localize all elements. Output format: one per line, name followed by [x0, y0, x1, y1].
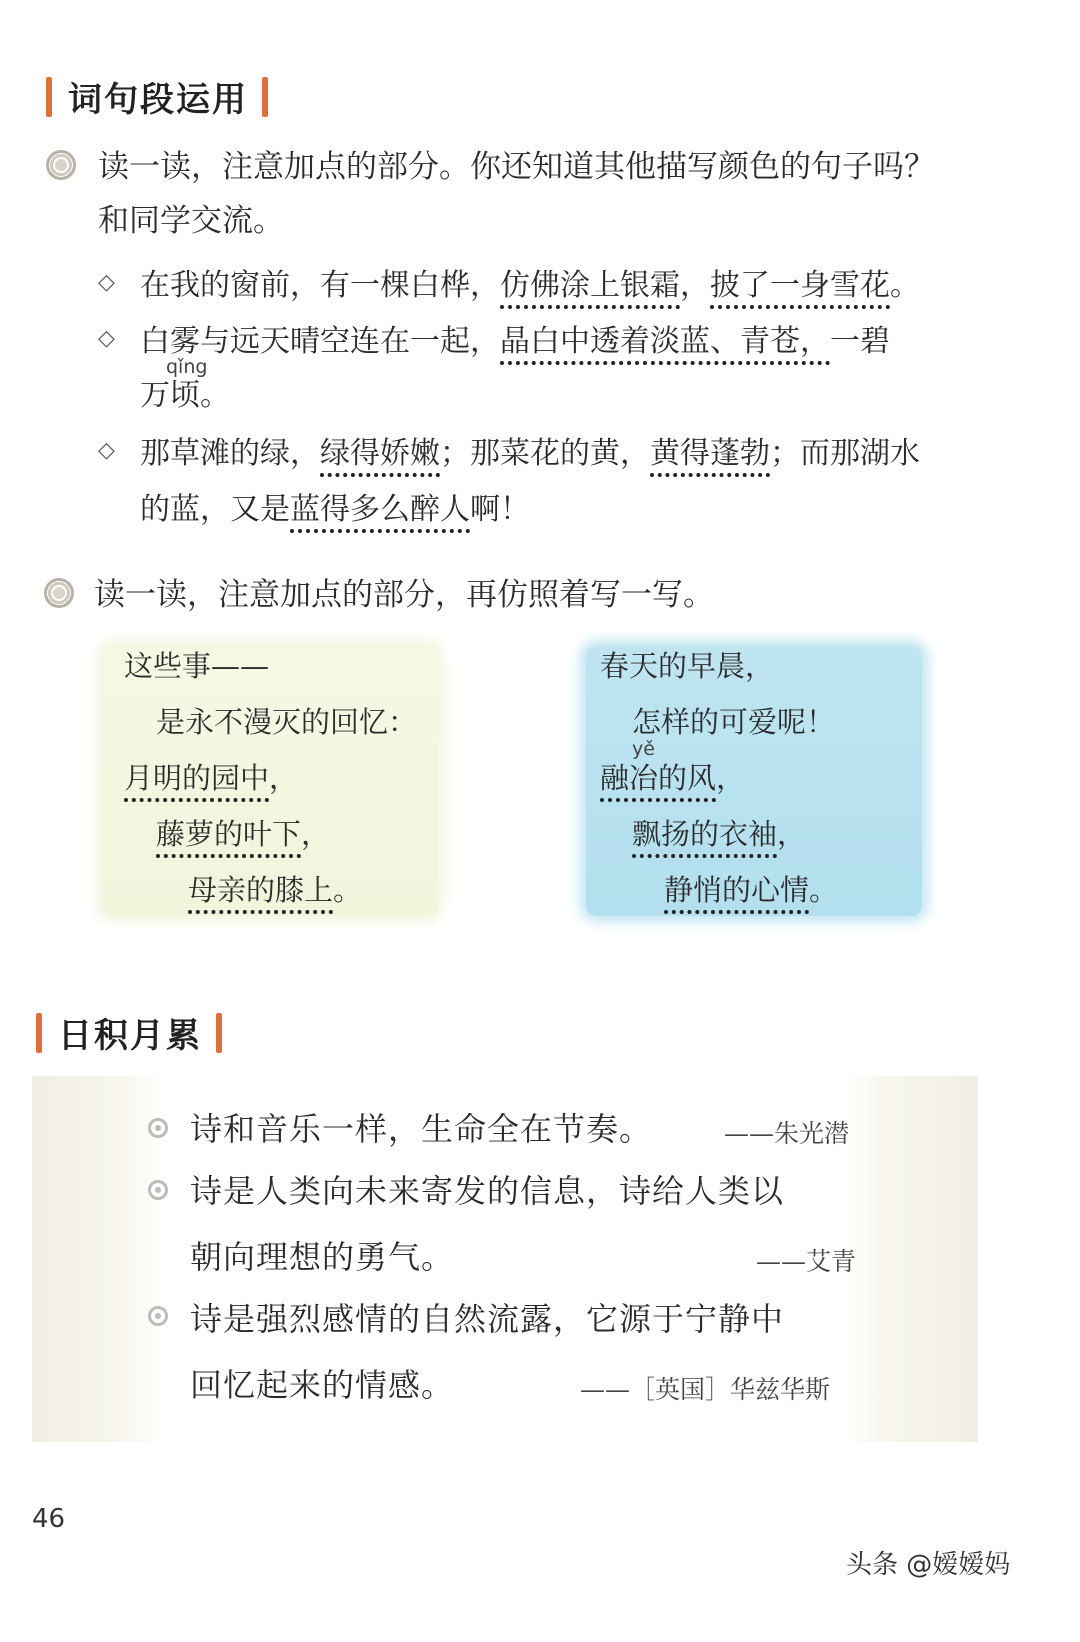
example-sentence-3	[140, 426, 920, 482]
page-number: 46	[32, 1504, 66, 1534]
poem-left-line5	[188, 862, 362, 918]
dotted-emphasis: 仿佛涂上银霜	[500, 268, 680, 303]
task-circle-icon	[46, 150, 76, 180]
quote-3-text-line1: 诗是强烈感情的自然流露，它源于宁静中	[190, 1300, 785, 1338]
text-span: ，	[777, 817, 807, 851]
dotted-emphasis: 黄得蓬勃	[650, 436, 770, 471]
task-circle-icon	[44, 578, 74, 608]
poem-right-line5	[664, 862, 838, 918]
quote-1-author: ——朱光潜	[724, 1119, 850, 1148]
example-sentence-1	[140, 258, 920, 314]
dotted-emphasis: 月明的园中	[124, 761, 270, 795]
text-span: 啊！	[470, 492, 530, 527]
quote-3-text-line2: 回忆起来的情感。	[190, 1366, 455, 1404]
task1-instruction-line1: 读一读，注意加点的部分。你还知道其他描写颜色的句子吗？	[98, 149, 935, 185]
title-accent-bar-right	[216, 1013, 222, 1053]
title-accent-bar-left	[46, 77, 52, 117]
poem-right-line2: 怎样的可爱呢！	[632, 705, 836, 739]
quote-2-text-line1: 诗是人类向未来寄发的信息，诗给人类以	[190, 1172, 785, 1210]
text-span: ，	[301, 817, 331, 851]
poem-left-line4	[156, 806, 330, 862]
example-sentence-3-line2	[140, 482, 530, 538]
text-span: ，	[269, 761, 299, 795]
dotted-emphasis: 静悄的心情	[664, 873, 810, 907]
text-span: ，	[716, 761, 746, 795]
poem-right-line4	[632, 806, 806, 862]
dotted-emphasis: 融冶的风	[600, 761, 717, 795]
task2-instruction: 读一读，注意加点的部分，再仿照着写一写。	[94, 577, 714, 613]
text-span: ，	[680, 268, 710, 303]
section-title-text: 日积月累	[58, 1016, 202, 1056]
example-sentence-2-line2: 万顷。	[140, 378, 230, 413]
watermark-text: 头条 @嫒嫒妈	[846, 1550, 1011, 1580]
section-title-ci-ju-duan	[46, 72, 268, 121]
text-span: 在我的窗前，有一棵白桦，	[140, 268, 500, 303]
pinyin-annotation: yě	[632, 738, 655, 760]
dotted-emphasis: 飘扬的衣袖	[632, 817, 778, 851]
text-span: 。	[809, 873, 839, 907]
dotted-emphasis: 藤萝的叶下	[156, 817, 302, 851]
quote-3-author: ——［英国］华兹华斯	[580, 1375, 831, 1404]
text-span: 一碧	[830, 324, 890, 359]
dotted-emphasis: 晶白中透着淡蓝、青苍，	[500, 324, 830, 359]
text-span: 白雾与远天晴空连在一起，	[140, 324, 500, 359]
poem-left-line3	[124, 750, 298, 806]
quote-2-author: ——艾青	[756, 1247, 857, 1276]
text-span: 。	[890, 268, 920, 303]
section-title-text: 词句段运用	[68, 80, 248, 120]
poem-right-line1: 春天的早晨，	[600, 649, 775, 683]
section-title-ri-ji-yue-lei	[36, 1008, 222, 1057]
text-span: ；而那湖水	[770, 436, 920, 471]
quote-2-text-line2: 朝向理想的勇气。	[190, 1238, 455, 1276]
poem-left-line1: 这些事——	[124, 649, 270, 683]
ring-bullet-icon	[148, 1180, 168, 1200]
dotted-emphasis: 蓝得多么醉人	[290, 492, 470, 527]
diamond-bullet-icon: ◇	[98, 270, 115, 295]
pinyin-annotation: qǐng	[166, 356, 208, 378]
dotted-emphasis: 披了一身雪花	[710, 268, 890, 303]
ring-bullet-icon	[148, 1118, 168, 1138]
dotted-emphasis: 母亲的膝上	[188, 873, 334, 907]
text-span: 。	[333, 873, 363, 907]
example-sentence-2	[140, 314, 890, 370]
poem-left-line2: 是永不漫灭的回忆：	[156, 705, 418, 739]
text-span: 那草滩的绿，	[140, 436, 320, 471]
ring-bullet-icon	[148, 1306, 168, 1326]
poem-right-line3	[600, 750, 745, 806]
quote-1-text: 诗和音乐一样，生命全在节奏。	[190, 1110, 653, 1148]
dotted-emphasis: 绿得娇嫩	[320, 436, 440, 471]
diamond-bullet-icon: ◇	[98, 326, 115, 351]
text-span: ；那菜花的黄，	[440, 436, 650, 471]
title-accent-bar-left	[36, 1013, 42, 1053]
diamond-bullet-icon: ◇	[98, 438, 115, 463]
task1-instruction-line2: 和同学交流。	[98, 203, 284, 239]
title-accent-bar-right	[262, 77, 268, 117]
text-span: 的蓝，又是	[140, 492, 290, 527]
